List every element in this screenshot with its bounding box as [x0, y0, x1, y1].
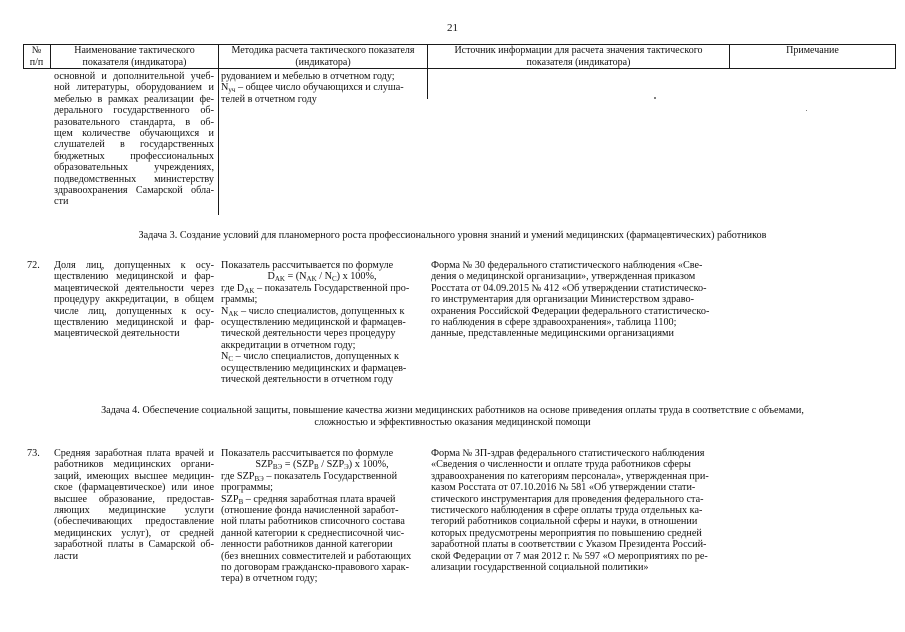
row-73-formula: $SZP_{ВЭ} = (SZP_В / SZP_Э)$ x 100%,: [255, 459, 389, 472]
page-number: 21: [447, 22, 458, 34]
task-4-heading: Задача 4. Обеспечение социальной защиты, повышение качества жизни медицинских работников на основе приведения оплаты труда в соответствие с объемами, сложностью и эффективностью оказания медицинской помощи: [101, 405, 804, 428]
row-73-source: Форма № ЗП-здрав федерального статистического наблюдения «Сведения о численности и оплате труда работников сферы здравоохранения по категориям персонала», утвержденная при- казом Росстата от 07.10.2016 № 581 «Об утверждении стати- стического инструментария для проведения федерального ста- тистического наблюдения в сфере оплаты труда отдельных ка- тегорий работников социальной сферы и науки, в отношении которых предусмотрены мероприятия по повышению средней заработной платы в соответствии с Указом Президента Россий- ской Федерации от 7 мая 2012 г. № 597 «О мероприятиях по ре- ализации государственной социальной политики»: [431, 448, 709, 574]
header-source: Источник информации для расчета значения тактического показателя (индикатора): [454, 45, 703, 68]
table-right-border: [895, 44, 896, 68]
row-72-source: Форма № 30 федерального статистического наблюдения «Све- дения о медицинской организации», утвержденная приказом Росстата от 04.09.2015 № 412 «Об утверждении статистическо- го инструментария для организации Министерством здраво- охранения Российской Федерации федерального статистическо- го наблюдения в сфере здравоохранения», таблица 1100; данные, представленные медицинскими организациями: [431, 260, 710, 340]
row-72-formula: $D_{AK} = (N_{AK} / N_C)$ x 100%,: [267, 271, 377, 284]
row-73-number: 73.: [27, 448, 40, 459]
continued-indicator-name: основной и дополнительной учеб- ной литературы, оборудованием и мебелью в рамках реализации фе- дерального государственного об- разовательного стандарта, в об- щем количестве обучающихся и слушателей в государственных бюджетных профессиональных образовательных учреждениях, подведомственных министерству здравоохранения Самарской обла- сти: [54, 71, 214, 208]
header-method: Методика расчета тактического показателя (индикатора): [231, 45, 415, 68]
task-3-heading: Задача 3. Создание условий для планомерного роста профессионального уровня знаний и умений медицинских (фармацевтических) работников: [138, 230, 767, 241]
row-72-method: Показатель рассчитывается по формуле $D_{AK} = (N_{AK} / N_C)$ x 100%, где $D_{AK}$ – показатель Государственной про- граммы; $N_{AK}$ – число специалистов, допущенных к осуществлению медицинской и фармацев- тической деятельности через процедуру аккредитации в отчетном году; $N_C$ – число специалистов, допущенных к осуществлению медицинских и фармацев- тической деятельности в отчетном году: [221, 260, 423, 385]
column-divider: [218, 44, 219, 215]
row-72-number: 72.: [27, 260, 40, 271]
header-note: Примечание: [786, 45, 839, 56]
row-73-method: Показатель рассчитывается по формуле $SZP_{ВЭ} = (SZP_В / SZP_Э)$ x 100%, где $SZP_{ВЭ}$ – показатель Государственной программы; $SZP_В$ – средняя заработная плата врачей (отношение фонда начисленной заработ- ной платы работников списочного состава данной категории к среднесписочной чис- ленности работников данной категории (без внешних совместителей и работающих по договорам гражданско-правового харак- тера) в отчетном году;: [221, 448, 423, 585]
row-72-indicator-name: Доля лиц, допущенных к осу- ществлению медицинской и фар- мацевтической деятельности через процедуру аккредитации, в общем числе лиц, допущенных к осу- ществлению медицинской и фар- мацевтической деятельности: [54, 260, 214, 340]
scan-speck: [806, 110, 807, 111]
continued-method: рудованием и мебелью в отчетном году; $N_{уч}$ – общее число обучающихся и слуша- телей в отчетном году: [221, 71, 404, 105]
header-number: № п/п: [29, 45, 44, 68]
scan-speck: [654, 97, 656, 99]
row-73-indicator-name: Средняя заработная плата врачей и работников медицинских органи- заций, имеющих высшее медицин- ское (фармацевтическое) или иное высшее образование, предостав- ляющих медицинские услуги (обеспечивающих предоставление медицинских услуг), от средней заработной платы в Самарской об- ласти: [54, 448, 214, 562]
header-indicator-name: Наименование тактического показателя (индикатора): [74, 45, 195, 68]
